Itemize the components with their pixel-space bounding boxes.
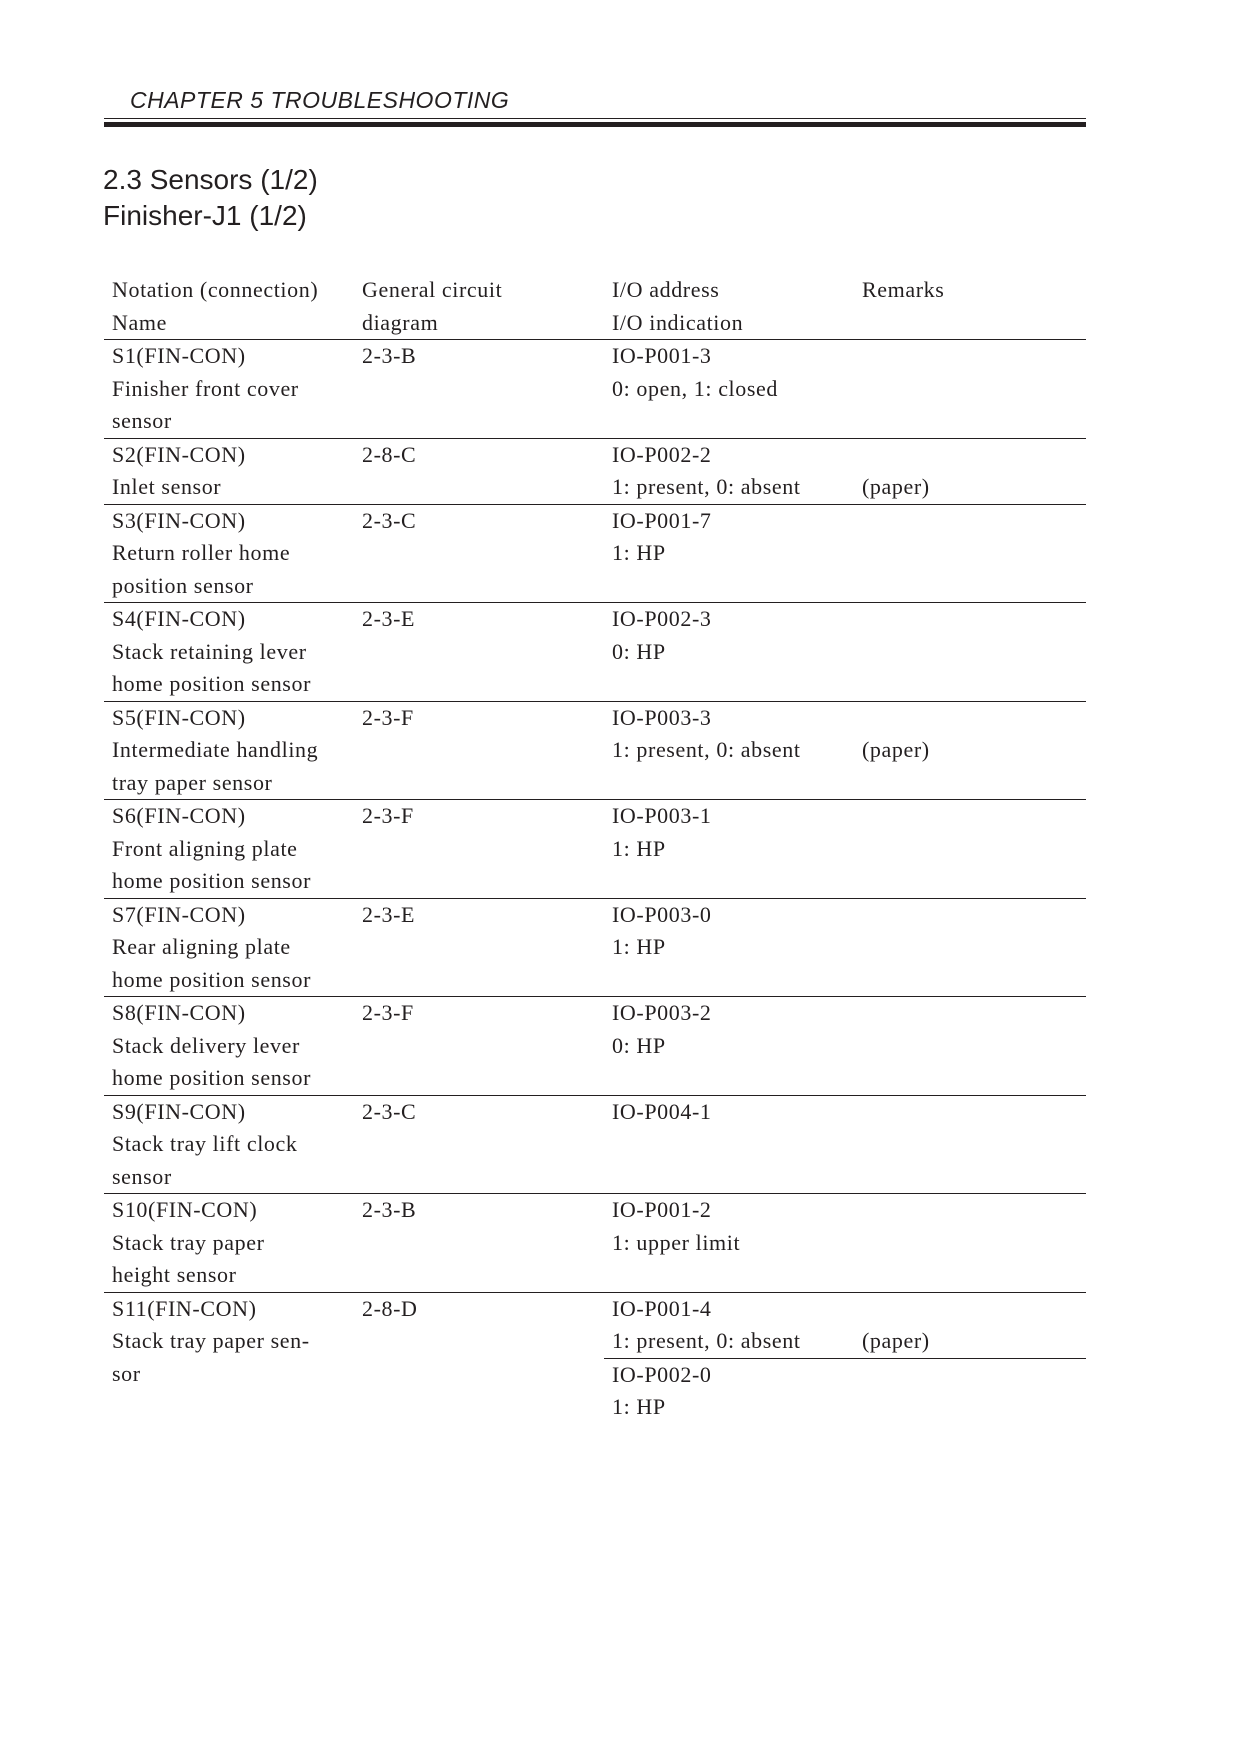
cell-name-cont: home position sensor bbox=[112, 966, 311, 992]
cell-io-address: IO-P001-4 bbox=[612, 1295, 712, 1321]
table-row bbox=[104, 1293, 1086, 1424]
table-row bbox=[104, 1194, 1086, 1293]
table-row bbox=[104, 603, 1086, 702]
cell-notation-name bbox=[104, 439, 354, 504]
cell-remarks-value bbox=[862, 373, 1086, 406]
table-row bbox=[104, 997, 1086, 1096]
cell-name: Stack tray paper bbox=[112, 1229, 265, 1255]
cell-io-indication: 1: HP bbox=[612, 835, 666, 861]
table-row bbox=[104, 439, 1086, 505]
section-titles bbox=[103, 162, 318, 234]
cell-name-cont: sensor bbox=[112, 408, 172, 433]
header-notation: Notation (connection) bbox=[112, 277, 319, 302]
cell-name: Stack delivery lever bbox=[112, 1032, 300, 1058]
cell-io-group bbox=[604, 1293, 1086, 1424]
cell-name-cont: height sensor bbox=[112, 1262, 237, 1287]
cell-io-address: IO-P002-3 bbox=[612, 606, 712, 631]
cell-notation: S3(FIN-CON) bbox=[112, 507, 246, 533]
header-circuit-line1: General circuit bbox=[362, 277, 503, 302]
cell-remarks-value bbox=[862, 931, 1086, 964]
cell-notation-name bbox=[104, 997, 354, 1095]
cell-notation: S4(FIN-CON) bbox=[112, 606, 246, 631]
io-subrow-b bbox=[604, 1359, 1086, 1424]
cell-name: Front aligning plate bbox=[112, 835, 298, 861]
cell-io-address: IO-P001-3 bbox=[612, 343, 712, 368]
cell-remarks-value bbox=[862, 833, 1086, 866]
cell-io-group bbox=[604, 1096, 1086, 1194]
cell-notation: S10(FIN-CON) bbox=[112, 1197, 258, 1222]
cell-io-indication: 0: HP bbox=[612, 1032, 666, 1058]
cell-notation-name bbox=[104, 1096, 354, 1194]
cell-remarks bbox=[854, 800, 1086, 865]
cell-circuit-value: 2-3-C bbox=[362, 1098, 417, 1124]
cell-io-group bbox=[604, 603, 1086, 701]
table-row bbox=[104, 800, 1086, 899]
cell-remarks bbox=[854, 603, 1086, 668]
cell-notation-name bbox=[104, 800, 354, 898]
cell-circuit bbox=[354, 800, 604, 898]
cell-remarks bbox=[854, 1194, 1086, 1259]
cell-name-cont: sensor bbox=[112, 1163, 172, 1189]
cell-io-indication: 1: upper limit bbox=[612, 1229, 741, 1255]
cell-notation: S1(FIN-CON) bbox=[112, 343, 246, 368]
cell-notation-name bbox=[104, 1194, 354, 1292]
table-row bbox=[104, 1096, 1086, 1195]
cell-name: Stack tray lift clock bbox=[112, 1131, 298, 1156]
cell-io bbox=[604, 505, 854, 570]
header-io-indication: I/O indication bbox=[612, 309, 744, 335]
cell-io-group bbox=[604, 800, 1086, 898]
cell-name-cont: home position sensor bbox=[112, 671, 311, 696]
cell-io-indication: 1: present, 0: absent bbox=[612, 1328, 801, 1353]
cell-name-cont: sor bbox=[112, 1360, 141, 1386]
cell-circuit-value: 2-3-F bbox=[362, 803, 414, 828]
header-io-address: I/O address bbox=[612, 277, 720, 302]
cell-io-address: IO-P003-2 bbox=[612, 1000, 712, 1025]
cell-remarks bbox=[854, 340, 1086, 405]
cell-notation-name bbox=[104, 603, 354, 701]
cell-io bbox=[604, 997, 854, 1062]
cell-remarks bbox=[854, 1096, 1086, 1161]
cell-circuit-value: 2-3-B bbox=[362, 1197, 417, 1222]
cell-io bbox=[604, 702, 854, 767]
cell-notation-name bbox=[104, 899, 354, 997]
cell-io-indication: 1: present, 0: absent bbox=[612, 474, 801, 499]
cell-io-group bbox=[604, 702, 1086, 800]
cell-io-address: IO-P003-0 bbox=[612, 901, 712, 927]
cell-name: Intermediate handling bbox=[112, 737, 319, 762]
header-cell-remarks bbox=[854, 274, 1086, 339]
cell-circuit bbox=[354, 997, 604, 1095]
header-cell-notation bbox=[104, 274, 354, 339]
cell-notation: S8(FIN-CON) bbox=[112, 1000, 246, 1025]
cell-circuit-value: 2-8-D bbox=[362, 1295, 418, 1321]
table-row bbox=[104, 505, 1086, 604]
cell-io bbox=[604, 899, 854, 964]
cell-io-address: IO-P003-3 bbox=[612, 704, 712, 730]
cell-remarks-value bbox=[862, 1227, 1086, 1260]
cell-io-address: IO-P001-7 bbox=[612, 507, 712, 533]
cell-name: Finisher front cover bbox=[112, 375, 299, 401]
cell-notation-name bbox=[104, 1293, 354, 1424]
cell-io bbox=[604, 603, 854, 668]
cell-io bbox=[604, 1359, 854, 1424]
cell-name-cont: home position sensor bbox=[112, 1065, 311, 1090]
cell-remarks bbox=[854, 1293, 1086, 1358]
cell-name-cont: home position sensor bbox=[112, 868, 311, 893]
cell-io-indication: 1: HP bbox=[612, 540, 666, 565]
page-header bbox=[104, 84, 1086, 127]
cell-io bbox=[604, 1293, 854, 1358]
cell-notation: S11(FIN-CON) bbox=[112, 1295, 257, 1321]
header-rule-thin bbox=[104, 118, 1086, 119]
cell-notation: S5(FIN-CON) bbox=[112, 704, 246, 730]
cell-io-address: IO-P002-0 bbox=[612, 1361, 712, 1387]
header-cell-circuit bbox=[354, 274, 604, 339]
table-header bbox=[104, 274, 1086, 340]
cell-remarks-value: (paper) bbox=[862, 474, 930, 499]
cell-remarks bbox=[854, 1359, 1086, 1424]
cell-io-address: IO-P002-2 bbox=[612, 441, 712, 467]
cell-io-group bbox=[604, 505, 1086, 603]
cell-io-indication bbox=[612, 1128, 854, 1161]
cell-io-indication: 0: open, 1: closed bbox=[612, 375, 778, 401]
cell-remarks bbox=[854, 899, 1086, 964]
cell-io-group bbox=[604, 340, 1086, 438]
cell-io-indication: 0: HP bbox=[612, 638, 666, 664]
cell-circuit bbox=[354, 1194, 604, 1292]
cell-notation-name bbox=[104, 340, 354, 438]
cell-notation-name bbox=[104, 505, 354, 603]
section-title: 2.3 Sensors (1/2) bbox=[103, 164, 318, 195]
cell-io-indication: 1: HP bbox=[612, 934, 666, 959]
cell-io-group bbox=[604, 1194, 1086, 1292]
cell-circuit bbox=[354, 505, 604, 603]
cell-io-address: IO-P004-1 bbox=[612, 1098, 712, 1124]
cell-remarks-value bbox=[862, 537, 1086, 570]
cell-circuit bbox=[354, 603, 604, 701]
cell-circuit bbox=[354, 340, 604, 438]
cell-circuit bbox=[354, 439, 604, 504]
cell-io-indication: 1: HP bbox=[612, 1394, 666, 1419]
header-remarks: Remarks bbox=[862, 277, 945, 302]
cell-remarks bbox=[854, 997, 1086, 1062]
header-circuit-line2: diagram bbox=[362, 309, 439, 335]
cell-name-cont: position sensor bbox=[112, 572, 254, 598]
cell-notation-name bbox=[104, 702, 354, 800]
header-rule-thick bbox=[104, 122, 1086, 127]
cell-circuit-value: 2-8-C bbox=[362, 441, 417, 467]
cell-io bbox=[604, 439, 854, 504]
cell-remarks-value bbox=[862, 1128, 1086, 1161]
table-row bbox=[104, 340, 1086, 439]
header-cell-io bbox=[604, 274, 854, 339]
cell-io-group bbox=[604, 997, 1086, 1095]
cell-io-group bbox=[604, 899, 1086, 997]
cell-remarks bbox=[854, 505, 1086, 570]
cell-remarks-value: (paper) bbox=[862, 1328, 930, 1353]
cell-circuit-value: 2-3-B bbox=[362, 343, 417, 368]
cell-io-indication: 1: present, 0: absent bbox=[612, 737, 801, 762]
subsection-title: Finisher-J1 (1/2) bbox=[103, 200, 307, 231]
cell-io bbox=[604, 340, 854, 405]
table-row bbox=[104, 702, 1086, 801]
cell-circuit-value: 2-3-F bbox=[362, 1000, 414, 1025]
cell-notation: S2(FIN-CON) bbox=[112, 441, 246, 467]
io-subrow-a bbox=[604, 1293, 1086, 1359]
cell-name: Inlet sensor bbox=[112, 474, 222, 499]
cell-circuit-value: 2-3-E bbox=[362, 901, 416, 927]
cell-circuit-value: 2-3-E bbox=[362, 606, 416, 631]
cell-circuit-value: 2-3-C bbox=[362, 507, 417, 533]
cell-name-cont: tray paper sensor bbox=[112, 769, 273, 795]
cell-remarks bbox=[854, 702, 1086, 767]
cell-name: Stack retaining lever bbox=[112, 638, 307, 664]
cell-io-group bbox=[604, 439, 1086, 504]
cell-circuit bbox=[354, 1293, 604, 1424]
cell-io bbox=[604, 800, 854, 865]
cell-circuit-value: 2-3-F bbox=[362, 704, 414, 730]
cell-notation: S7(FIN-CON) bbox=[112, 901, 246, 927]
chapter-title: CHAPTER 5 TROUBLESHOOTING bbox=[130, 87, 510, 113]
cell-remarks bbox=[854, 439, 1086, 504]
cell-circuit bbox=[354, 899, 604, 997]
cell-remarks-value bbox=[862, 636, 1086, 669]
cell-remarks-value bbox=[862, 1030, 1086, 1063]
cell-remarks-value: (paper) bbox=[862, 737, 930, 762]
cell-io-address: IO-P003-1 bbox=[612, 803, 712, 828]
header-name: Name bbox=[112, 309, 167, 335]
cell-name: Stack tray paper sen- bbox=[112, 1328, 310, 1353]
sensor-table bbox=[104, 274, 1086, 1424]
cell-notation: S6(FIN-CON) bbox=[112, 803, 246, 828]
cell-name: Rear aligning plate bbox=[112, 934, 291, 959]
cell-io-address: IO-P001-2 bbox=[612, 1197, 712, 1222]
table-row bbox=[104, 899, 1086, 998]
cell-name: Return roller home bbox=[112, 540, 291, 565]
cell-circuit bbox=[354, 1096, 604, 1194]
cell-io bbox=[604, 1096, 854, 1161]
cell-notation: S9(FIN-CON) bbox=[112, 1098, 246, 1124]
cell-circuit bbox=[354, 702, 604, 800]
cell-io bbox=[604, 1194, 854, 1259]
